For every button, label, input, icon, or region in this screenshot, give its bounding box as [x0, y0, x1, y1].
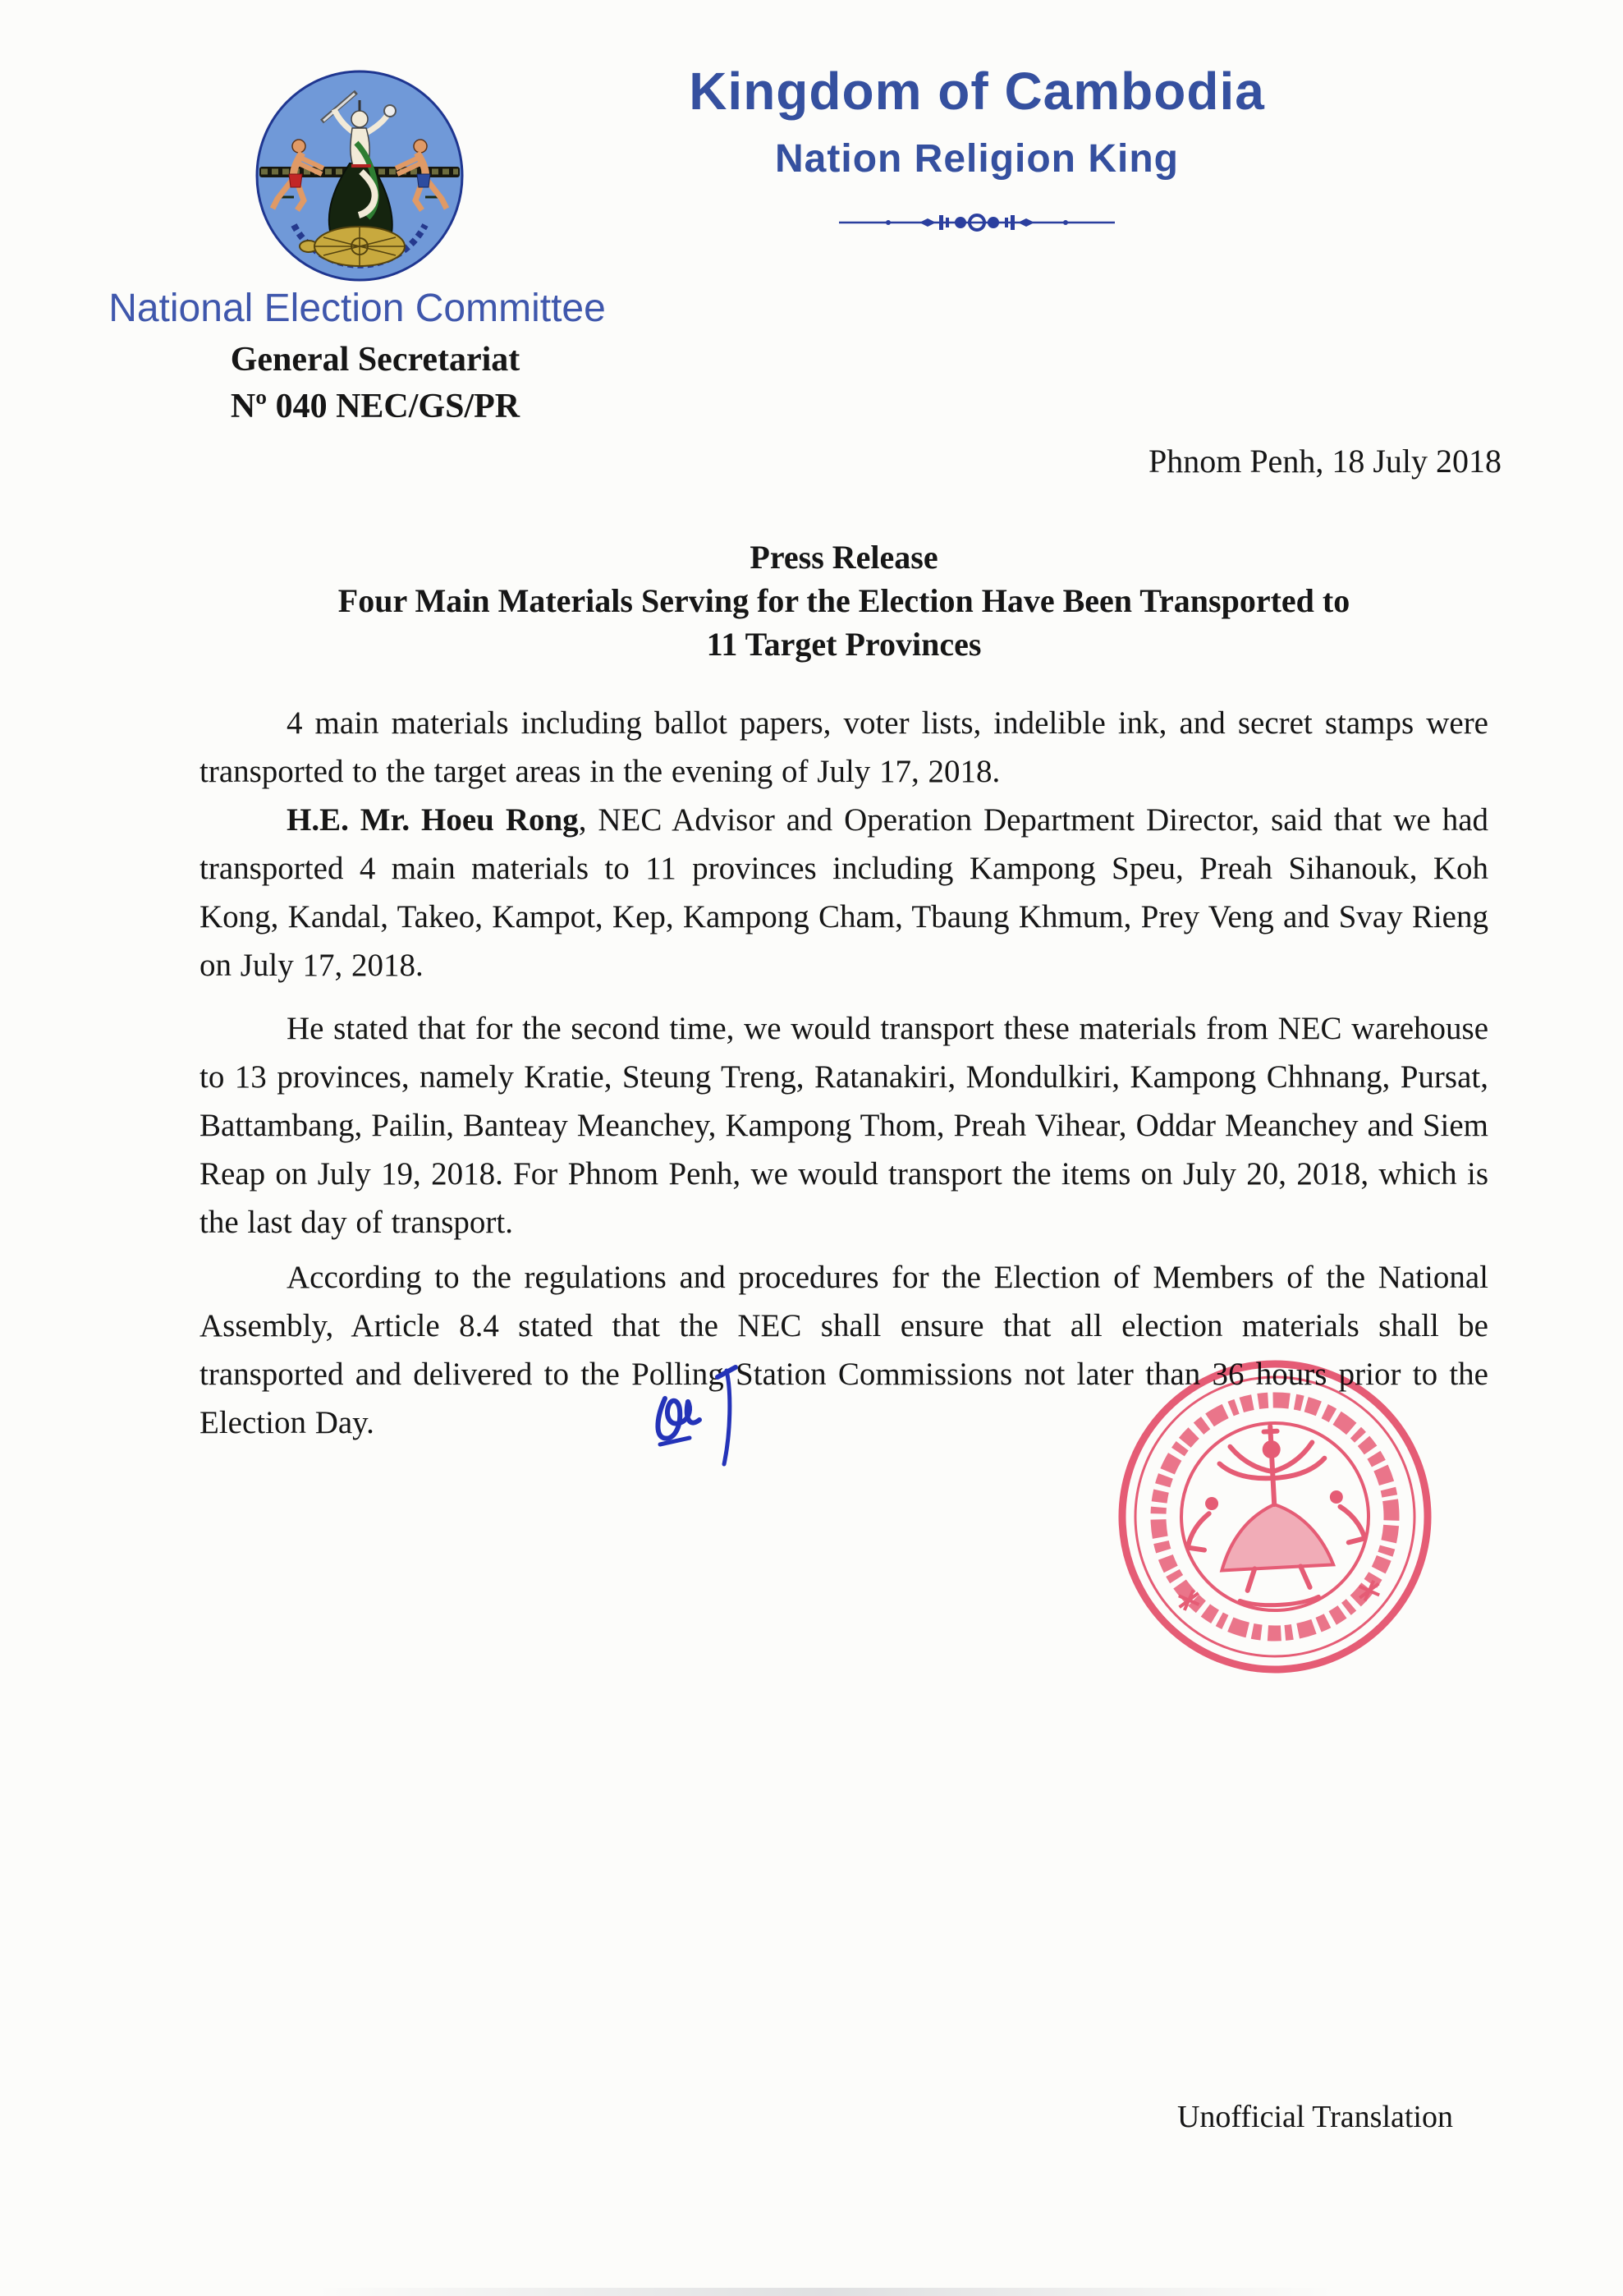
official-red-seal-stamp	[1111, 1352, 1439, 1681]
kingdom-title: Kingdom of Cambodia	[689, 62, 1265, 121]
press-release-title-line1: Four Main Materials Serving for the Election Have Been Transported to	[337, 582, 1350, 619]
date-line: Phnom Penh, 18 July 2018	[1148, 443, 1502, 480]
unofficial-translation-note: Unofficial Translation	[1176, 2100, 1453, 2134]
ornamental-divider-icon	[837, 210, 1116, 235]
paragraph-3	[199, 1004, 1488, 1247]
paragraph-bold-lead: H.E. Mr. Hoeu Rong	[287, 802, 579, 838]
press-release-heading	[199, 535, 1488, 666]
paragraph-text: , NEC Advisor and Operation Department Director, said that we had transported 4 main materials to 11 provinces including Kampong Speu, Preah Sihanouk, Koh Kong, Kandal, Takeo, Kampot, Kep, Kampong Cham, Tbaung Khmum, Prey Veng and Svay Rieng on July 17, 2018.	[199, 802, 1489, 983]
press-release-label: Press Release	[750, 539, 938, 576]
handwritten-initials	[647, 1359, 754, 1490]
paragraph-1	[199, 699, 1488, 796]
paragraph-text: 4 main materials including ballot papers, voter lists, indelible ink, and secret stamps were transported to the target areas in the evening of July 17, 2018.	[199, 705, 1488, 789]
scan-artifact-shadow	[312, 2288, 1338, 2296]
document-body	[199, 699, 1488, 1447]
organization-name: National Election Committee	[108, 287, 606, 330]
department-name: General Secretariat	[230, 341, 520, 379]
motto-line: Nation Religion King	[775, 137, 1179, 181]
press-release-title-line2: 11 Target Provinces	[706, 626, 982, 663]
secretariat-block	[76, 340, 675, 426]
paragraph-text: According to the regulations and procedures for the Election of Members of the National Assembly, Article 8.4 stated that the NEC shall ensure that all election materials shall be transported and delivered to the Polling Station Commissions not later than 36 hours prior to the Election Day.	[199, 1260, 1488, 1440]
paragraph-text: He stated that for the second time, we would transport these materials from NEC warehouse to 13 provinces, namely Kratie, Steung Treng, Ratanakiri, Mondulkiri, Kampong Chhnang, Pursat, Battambang, Pailin, Banteay Meanchey, Kampong Thom, Preah Vihear, Oddar Meanchey and Siem Reap on July 19, 2018. For Phnom Penh, we would transport the items on July 20, 2018, which is the last day of transport.	[199, 1011, 1488, 1240]
paragraph-2	[199, 796, 1488, 990]
nec-logo	[253, 69, 466, 282]
reference-number: Nº 040 NEC/GS/PR	[230, 388, 520, 425]
